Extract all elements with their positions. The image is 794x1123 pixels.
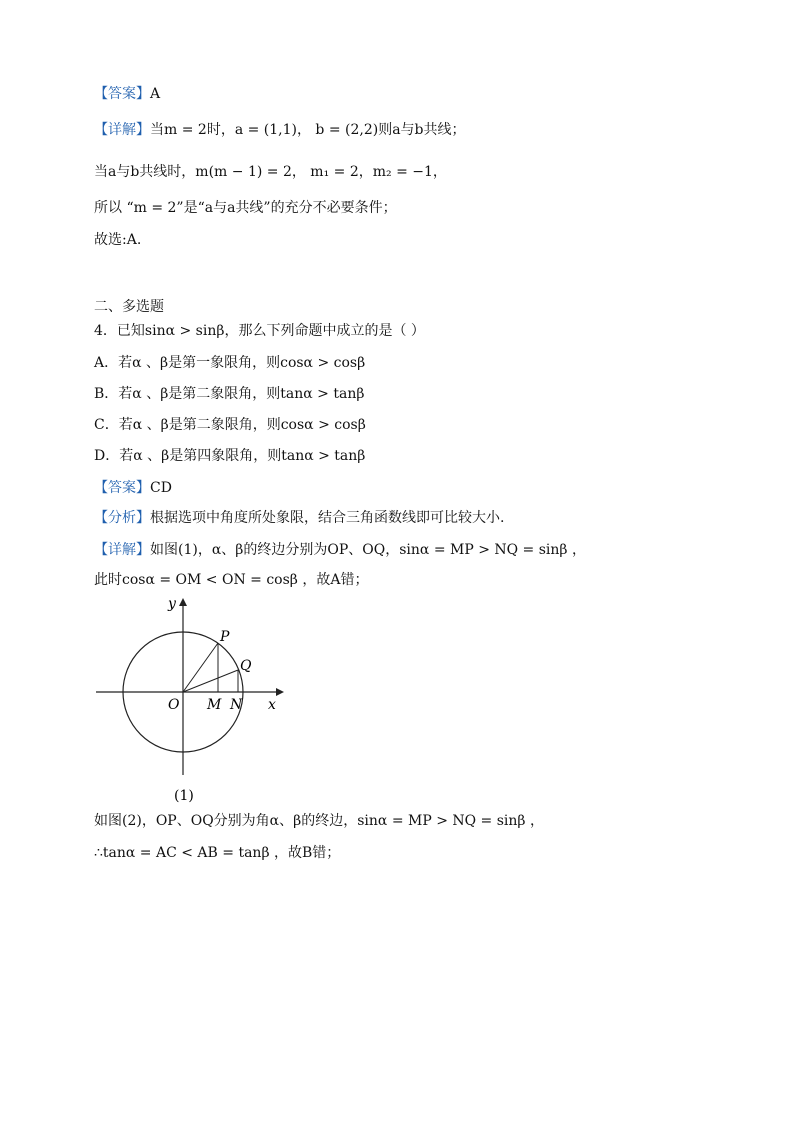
detail-text: 当a与b共线时，m(m − 1) = 2， m₁ = 2，m₂ = −1， (94, 164, 447, 180)
unit-circle-figure (90, 592, 290, 807)
option-text: B．若α 、β是第二象限角，则tanα > tanβ (94, 386, 365, 402)
detail-line-2 (94, 162, 447, 182)
label-n: N (230, 697, 243, 713)
option-a (94, 353, 365, 373)
detail-line-1 (94, 120, 466, 140)
label-x: x (268, 697, 276, 713)
detail-text: 当m = 2时，a = (1,1)， b = (2,2)则a与b共线； (150, 122, 466, 138)
detail-text: 此时cosα = OM < ON = cosβ ，故A错； (94, 572, 369, 588)
analysis-line (94, 508, 504, 528)
detail-text: 如图(2)，OP、OQ分别为角α、β的终边，sinα = MP > NQ = sinβ ， (94, 813, 544, 829)
detail-line-3 (94, 198, 397, 218)
detail-line-5 (94, 540, 586, 560)
section-heading (94, 297, 164, 317)
detail-line-8 (94, 843, 340, 863)
answer-line (94, 84, 160, 104)
detail-label: 【详解】 (94, 542, 150, 558)
analysis-label: 【分析】 (94, 510, 150, 526)
detail-line-4 (94, 230, 141, 250)
analysis-text: 根据选项中角度所处象限，结合三角函数线即可比较大小. (150, 510, 505, 526)
y-axis-arrow-icon (179, 598, 187, 606)
answer-line-2 (94, 478, 172, 498)
label-o: O (168, 697, 180, 713)
label-q: Q (240, 658, 252, 674)
detail-label: 【详解】 (94, 122, 150, 138)
detail-line-6 (94, 570, 368, 590)
answer-label: 【答案】 (94, 86, 150, 102)
option-text: D．若α 、β是第四象限角，则tanα > tanβ (94, 448, 366, 464)
question-stem (94, 321, 425, 341)
detail-text: 故选:A. (94, 232, 142, 248)
label-y: y (168, 596, 176, 612)
figure-caption: (1) (174, 788, 194, 804)
label-m: M (207, 697, 222, 713)
detail-text: ∴tanα = AC < AB = tanβ ，故B错； (94, 845, 341, 861)
option-text: A．若α 、β是第一象限角，则cosα > cosβ (94, 355, 366, 371)
detail-line-7 (94, 811, 544, 831)
section-title: 二、多选题 (94, 299, 164, 315)
question-text: 4．已知sinα > sinβ，那么下列命题中成立的是（ ） (94, 323, 425, 339)
option-c (94, 415, 366, 435)
option-d (94, 446, 365, 466)
x-axis-arrow-icon (276, 688, 284, 696)
answer-text: CD (150, 480, 172, 496)
answer-text: A (150, 86, 161, 102)
label-p: P (220, 629, 230, 645)
option-b (94, 384, 364, 404)
answer-label: 【答案】 (94, 480, 150, 496)
detail-text: 如图(1)，α、β的终边分别为OP、OQ，sinα = MP > NQ = sinβ ， (150, 542, 586, 558)
detail-text: 所以 “m = 2”是“a与a共线”的充分不必要条件； (94, 200, 397, 216)
option-text: C．若α 、β是第二象限角，则cosα > cosβ (94, 417, 366, 433)
